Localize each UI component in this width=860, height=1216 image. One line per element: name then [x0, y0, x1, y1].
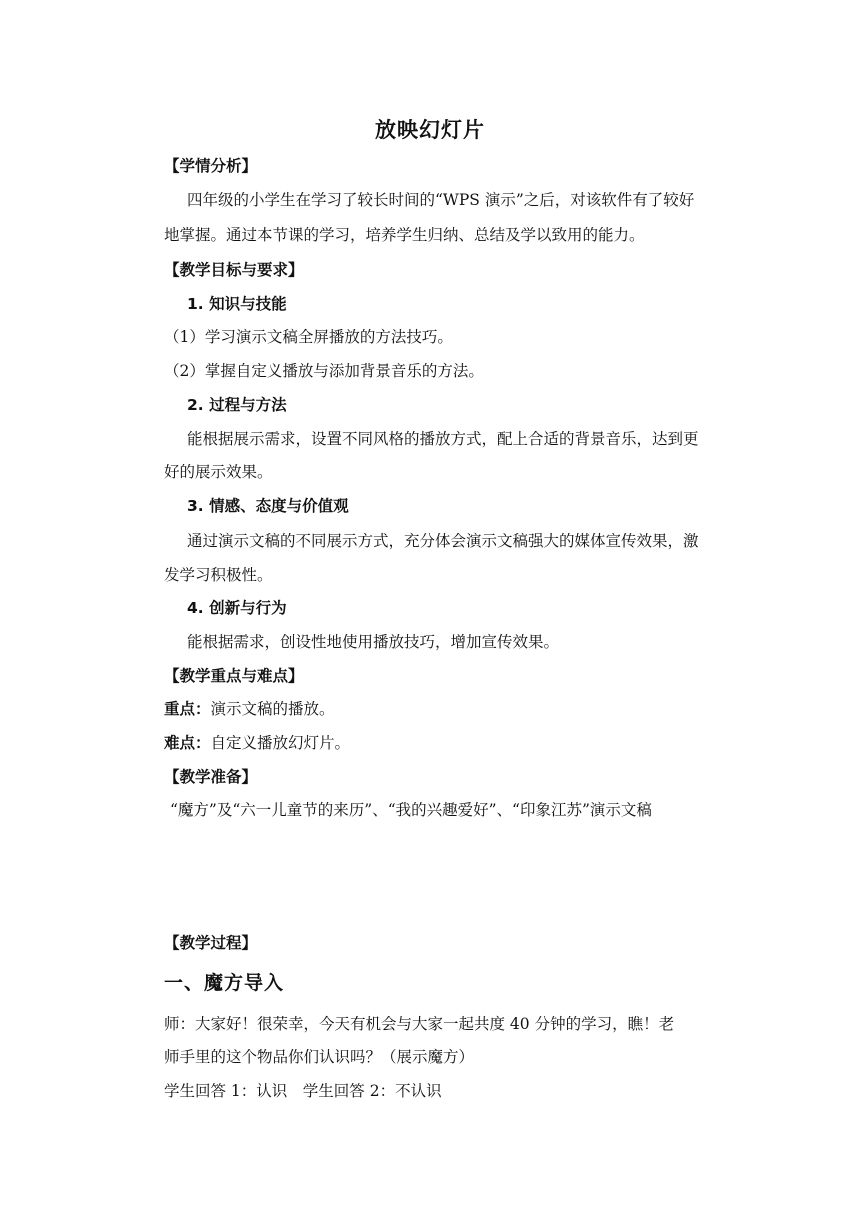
heading-keypoints: 【教学重点与难点】	[164, 667, 304, 685]
goal-3-line-2: 发学习积极性。	[164, 566, 273, 584]
keypoint-main-label: 重点：	[164, 700, 211, 718]
goal-3-title: 3. 情感、态度与价值观	[187, 497, 349, 515]
goal-2-line-2: 好的展示效果。	[164, 463, 273, 481]
heading-analysis: 【学情分析】	[164, 157, 258, 175]
section-1-title: 一、魔方导入	[164, 972, 285, 994]
heading-goals: 【教学目标与要求】	[164, 261, 304, 279]
keypoint-difficulty	[164, 732, 744, 754]
analysis-line-2: 地掌握。通过本节课的学习，培养学生归纳、总结及学以致用的能力。	[164, 226, 645, 244]
process-teacher-line-1: 师：大家好！很荣幸，今天有机会与大家一起共度 40 分钟的学习，瞧！老	[164, 1015, 675, 1033]
heading-process: 【教学过程】	[164, 934, 258, 952]
process-student-line: 学生回答 1：认识 学生回答 2：不认识	[164, 1082, 442, 1100]
process-teacher-line-2: 师手里的这个物品你们认识吗？（展示魔方）	[164, 1048, 475, 1066]
prep-line-1: “魔方”及“六一儿童节的来历”、“我的兴趣爱好”、“印象江苏”演示文稿	[170, 801, 652, 819]
keypoint-difficulty-label: 难点：	[164, 734, 211, 752]
goal-1-title: 1. 知识与技能	[187, 295, 287, 313]
keypoint-difficulty-text: 自定义播放幻灯片。	[210, 734, 351, 752]
goal-3-line-1: 通过演示文稿的不同展示方式，充分体会演示文稿强大的媒体宣传效果，激	[187, 532, 699, 550]
keypoint-main-text: 演示文稿的播放。	[210, 700, 335, 718]
goal-2-title: 2. 过程与方法	[187, 396, 287, 414]
keypoint-main	[164, 698, 744, 720]
goal-1-item-1: （1）学习演示文稿全屏播放的方法技巧。	[164, 328, 453, 346]
analysis-line-1: 四年级的小学生在学习了较长时间的“WPS 演示”之后，对该软件有了较好	[187, 191, 695, 209]
document-title: 放映幻灯片	[375, 118, 485, 142]
goal-2-line-1: 能根据展示需求，设置不同风格的播放方式，配上合适的背景音乐，达到更	[187, 430, 699, 448]
heading-prep: 【教学准备】	[164, 768, 258, 786]
goal-1-item-2: （2）掌握自定义播放与添加背景音乐的方法。	[164, 362, 484, 380]
goal-4-title: 4. 创新与行为	[187, 599, 287, 617]
goal-4-line-1: 能根据需求，创设性地使用播放技巧，增加宣传效果。	[187, 633, 560, 651]
